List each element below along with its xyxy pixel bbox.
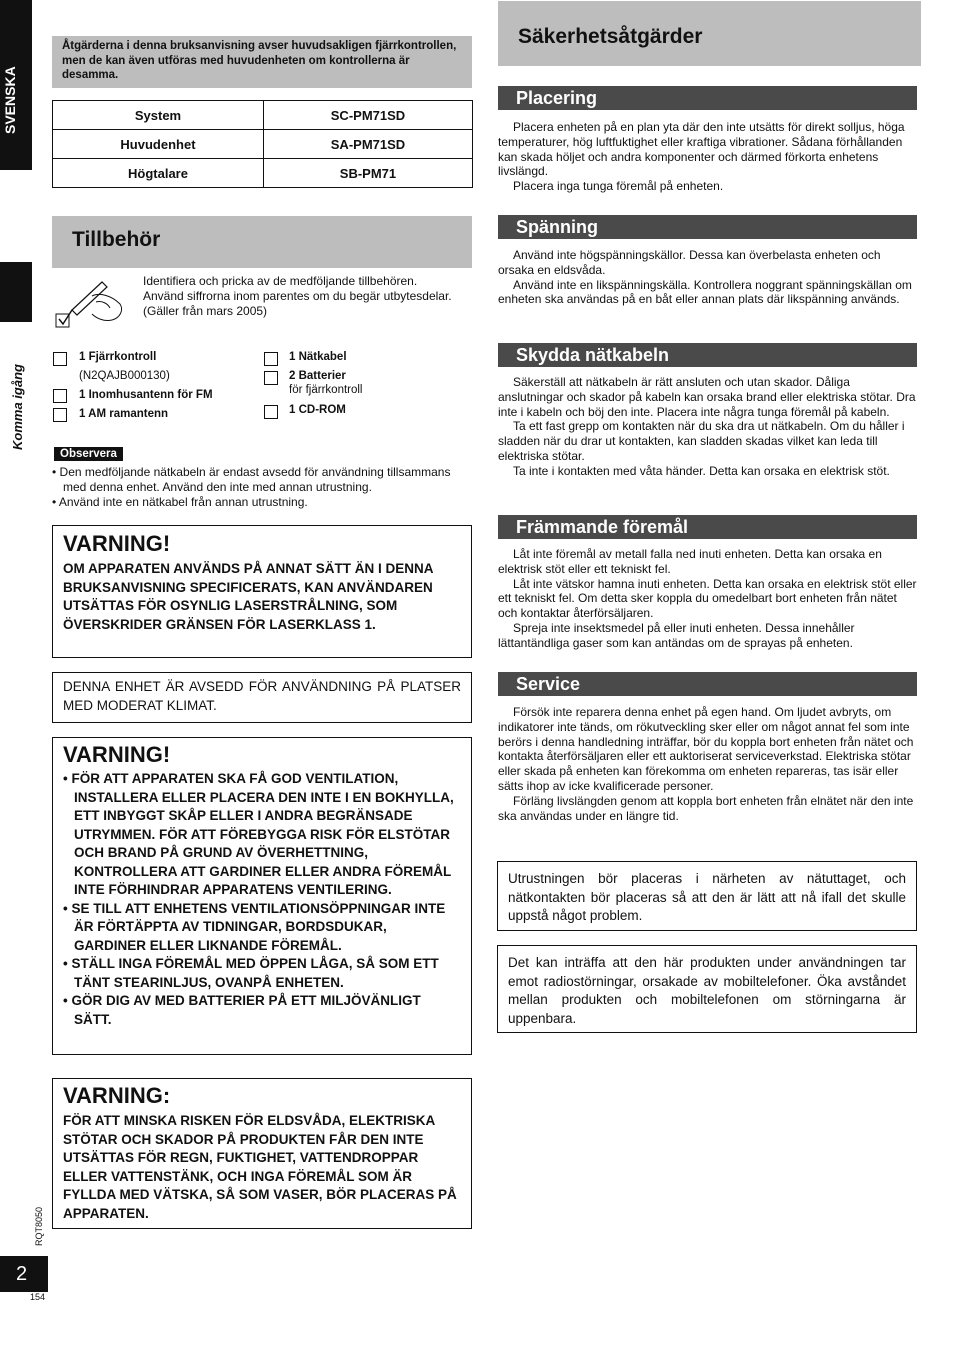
climate-note: DENNA ENHET ÄR AVSEDD FÖR ANVÄNDNING PÅ PLATSER MED MODERAT KLIMAT. [52, 672, 472, 723]
section-marker [0, 262, 32, 322]
model-value: SA-PM71SD [263, 130, 472, 159]
accessory-checkbox[interactable] [264, 405, 278, 419]
list-item: • Använd inte en nätkabel från annan utrustning. [52, 495, 308, 509]
laser-warning-box [52, 525, 472, 658]
warning-title: VARNING! [63, 531, 171, 556]
model-value: SB-PM71 [263, 159, 472, 188]
safety-heading: Säkerhetsåtgärder [498, 1, 921, 66]
table-row [53, 101, 473, 130]
accessory-checkbox[interactable] [53, 408, 67, 422]
warning-title: VARNING: [63, 1083, 171, 1108]
warning-list [63, 770, 461, 1029]
model-label: Huvudenhet [53, 130, 264, 159]
model-label: Högtalare [53, 159, 264, 188]
pen-checkmark-icon [52, 274, 128, 332]
accessory-item: 1 Nätkabel [289, 351, 347, 363]
accessory-checkbox[interactable] [53, 352, 67, 366]
page-number: 2 [0, 1256, 48, 1292]
accessory-item: 1 CD-ROM [289, 404, 346, 416]
list-item: • STÄLL INGA FÖREMÅL MED ÖPPEN LÅGA, SÅ SOM ETT TÄNT STEARINLJUS, OVANPÅ ENHETEN. [63, 956, 439, 990]
table-row [53, 159, 473, 188]
accessory-item: 2 Batterier för fjärrkontroll [289, 370, 363, 396]
model-label: System [53, 101, 264, 130]
document-code: RQT8050 [34, 1206, 44, 1246]
radio-interference-note: Det kan inträffa att den här produkten under användningen tar emot radiostörningar, orsakade av mobiltelefoner. Öka avståndet mellan produkten och mobiltelefonen om störningarna är uppenbara. [497, 945, 917, 1033]
accessories-intro: Identifiera och pricka av de medföljande tillbehören. Använd siffrorna inom parentes om du begär utbytesdelar. (Gäller från mars 2005) [143, 274, 452, 318]
language-tab [0, 0, 32, 170]
section-text-service: Försök inte reparera denna enhet på egen hand. Om ljudet avbryts, om indikatorer inte tänds, om rökutveckling sker eller om något annat fel som inte berörs i denna handledning inträffar, bör du koppla bort enheten från nätet och kontakta återförsäljaren eller ett auktoriserat serviceverkstad. Elektriska stötar eller skada på enheten kan förekomma om enheten repareras, tas isär eller sätts ihop av icke kvalificerade personer. Förläng livslängden genom att koppla bort enheten från elnätet när den inte ska användas under en längre tid. [498, 705, 914, 823]
section-title-placering: Placering [498, 86, 917, 110]
warning-text: OM APPARATEN ANVÄNDS PÅ ANNAT SÄTT ÄN I DENNA BRUKSANVISNING SPECIFICERATS, KAN ANVÄNDAREN UTSÄTTAS FÖR OSYNLIG LASERSTRÅLNING, SOM ÖVERSKRIDER GRÄNSEN FÖR LASERKLASS 1. [63, 561, 433, 632]
accessory-checkbox[interactable] [53, 389, 67, 403]
accessory-checkbox[interactable] [264, 371, 278, 385]
section-text-natkabel: Säkerställ att nätkabeln är rätt ansluten och utan skador. Dåliga anslutningar och skador på kabeln kan orsaka brand eller elektriska stötar. Dra inte i kabeln och böj den inte. Placera inte några tunga föremål på kabeln. Ta ett fast grepp om kontakten när du ska dra ut nätkabeln. Om du håller i sladden när du drar ut kontakten, kan sladden skadas vilket kan leda till elektriska stötar. Ta inte i kontakten med våta händer. Detta kan orsaka en elektrisk stöt. [498, 375, 916, 478]
table-row [53, 130, 473, 159]
section-text-frammande: Låt inte föremål av metall falla ned inuti enheten. Detta kan orsaka en elektrisk stöt eller ett tekniskt fel. Låt inte vätskor hamna inuti enheten. Detta kan orsaka en elektrisk stöt eller ett tekniskt fel. Om detta sker koppla du omedelbart bort enheten från nätet och kontaktar återförsäljaren. Spreja inte insektsmedel på eller inuti enheten. Dessa innehåller lättantändliga gaser som kan antändas om de sprayas på enheten. [498, 547, 917, 650]
section-title-natkabel: Skydda nätkabeln [498, 343, 917, 367]
section-title-frammande: Främmande föremål [498, 515, 917, 539]
language-label: SVENSKA [2, 66, 18, 134]
list-item: • SE TILL ATT ENHETENS VENTILATIONSÖPPNINGAR INTE ÄR FÖRTÄPPTA AV TIDNINGAR, BORDSDUKAR, GARDINER ELLER LIKNANDE FÖREMÅL. [63, 900, 446, 953]
model-value: SC-PM71SD [263, 101, 472, 130]
list-item: • GÖR DIG AV MED BATTERIER PÅ ETT MILJÖVÄNLIGT SÄTT. [63, 993, 421, 1027]
page-number-alt: 154 [30, 1292, 46, 1302]
list-item: • Den medföljande nätkabeln är endast avsedd för användning tillsammans med denna enhet. Använd den inte med annan utrustning. [52, 465, 451, 494]
model-table [52, 100, 473, 188]
section-title-service: Service [498, 672, 917, 696]
warning-title: VARNING! [63, 742, 171, 767]
list-item: • FÖR ATT APPARATEN SKA FÅ GOD VENTILATION, INSTALLERA ELLER PLACERA DEN INTE I EN BOKHYLLA, ETT INBYGGT SKÅP ELLER I ANDRA BEGRÄNSADE UTRYMMEN. FÖR ATT FÖREBYGGA RISK FÖR ELSTÖTAR OCH BRAND PÅ GRUND AV ÖVERHETTNING, KONTROLLERA ATT GARDINER ELLER ANDRA FÖREMÅL INTE FÖRHINDRAR APPARATENS VENTILERING. [63, 771, 454, 897]
accessory-item: 1 Fjärrkontroll (N2QAJB000130) [79, 351, 170, 382]
warning-text: FÖR ATT MINSKA RISKEN FÖR ELDSVÅDA, ELEKTRISKA STÖTAR OCH SKADOR PÅ PRODUKTEN FÅR DEN INTE UTSÄTTAS FÖR REGN, FUKTIGHET, VATTENDROPPAR ELLER VATTENSTÄNK, OCH INGA FÖREMÅL SOM ÄR FYLLDA MED VÄTSKA, SÅ SOM VASER, BÖR PLACERAS PÅ APPARATEN. [63, 1113, 457, 1221]
section-text-spanning: Använd inte högspänningskällor. Dessa kan överbelasta enheten och orsaka en eldsvåda. Använd inte en likspänningskälla. Kontrollera noggrant spänningskällan om enheten ska användas på en båt eller annan plats där likspänning används. [498, 248, 912, 307]
accessories-heading: Tillbehör [52, 216, 472, 268]
ventilation-warning-box [52, 737, 472, 1055]
observera-list [52, 465, 472, 510]
outlet-note: Utrustningen bör placeras i närheten av nätuttaget, och nätkontakten bör placeras så att den är lätt att nå ifall det skulle uppstå något problem. [497, 861, 917, 931]
accessory-item: 1 Inomhusantenn för FM [79, 389, 213, 401]
section-label: Komma igång [10, 364, 25, 450]
section-text-placering: Placera enheten på en plan yta där den inte utsätts för direkt solljus, höga temperaturer, hög luftfuktighet eller kraftiga vibrationer. Sådana förhållanden kan skada höljet och andra komponenter och därmed förkorta enhetens livslängd. Placera inga tunga föremål på enheten. [498, 120, 905, 194]
observera-badge: Observera [54, 447, 123, 461]
intro-note: Åtgärderna i denna bruksanvisning avser huvudsakligen fjärrkontrollen, men de kan även utföras med huvudenheten om kontrollerna är desamma. [52, 36, 472, 88]
accessory-checkbox[interactable] [264, 352, 278, 366]
moisture-warning-box [52, 1078, 472, 1229]
accessory-item: 1 AM ramantenn [79, 408, 169, 420]
section-title-spanning: Spänning [498, 215, 917, 239]
